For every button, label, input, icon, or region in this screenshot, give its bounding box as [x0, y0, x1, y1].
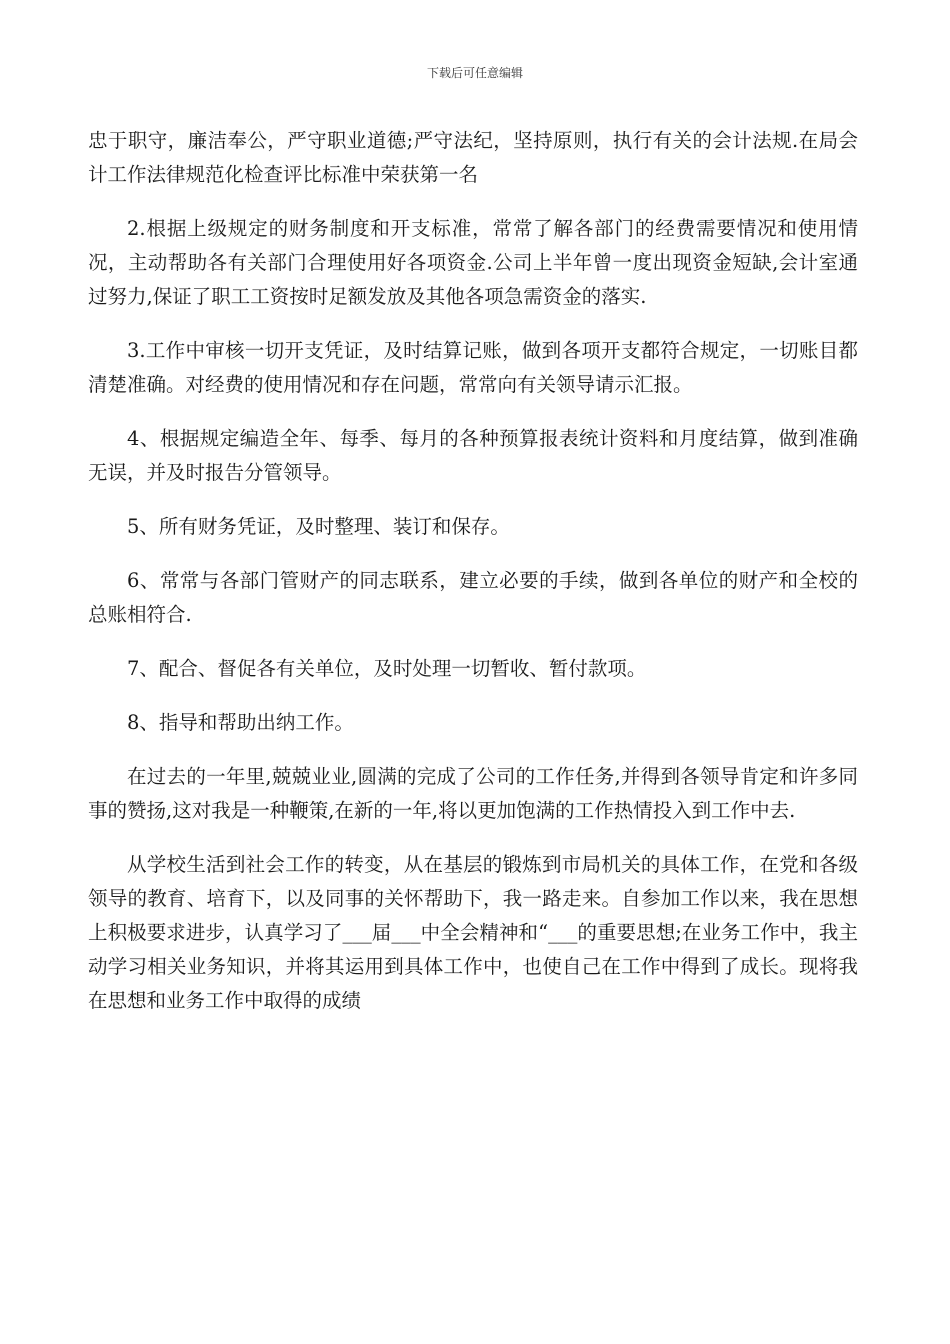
paragraph-8: 8、指导和帮助出纳工作。 — [127, 711, 354, 734]
paragraph-1: 忠于职守，廉洁奉公，严守职业道德;严守法纪，坚持原则，执行有关的会计法规.在局会计工作法律规范化检查评比标准中荣获第一名 — [88, 129, 858, 186]
page-header-note: 下载后可任意编辑 — [426, 66, 523, 80]
paragraph-7: 7、配合、督促各有关单位，及时处理一切暂收、暂付款项。 — [127, 657, 647, 680]
paragraph-5: 5、所有财务凭证，及时整理、装订和保存。 — [127, 515, 510, 538]
paragraph-3: 3.工作中审核一切开支凭证，及时结算记账，做到各项开支都符合规定，一切账目都清楚准确。对经费的使用情况和存在问题，常常向有关领导请示汇报。 — [88, 339, 858, 396]
paragraph-2: 2.根据上级规定的财务制度和开支标准，常常了解各部门的经费需要情况和使用情况，主动帮助各有关部门合理使用好各项资金.公司上半年曾一度出现资金短缺,会计室通过努力,保证了职工工资按时足额发放及其他各项急需资金的落实. — [88, 217, 858, 308]
paragraph-4: 4、根据规定编造全年、每季、每月的各种预算报表统计资料和月度结算，做到准确无误，并及时报告分管领导。 — [88, 427, 858, 484]
document-body — [88, 124, 858, 1038]
paragraph-10: 从学校生活到社会工作的转变，从在基层的锻炼到市局机关的具体工作，在党和各级领导的教育、培育下，以及同事的关怀帮助下，我一路走来。自参加工作以来，我在思想上积极要求进步，认真学习了___届___中全会精神和“___的重要思想;在业务工作中，我主动学习相关业务知识，并将其运用到具体工作中，也使自己在工作中得到了成长。现将我在思想和业务工作中取得的成绩 — [88, 853, 858, 1012]
paragraph-6: 6、常常与各部门管财产的同志联系，建立必要的手续，做到各单位的财产和全校的总账相符合. — [88, 569, 858, 626]
paragraph-9: 在过去的一年里,兢兢业业,圆满的完成了公司的工作任务,并得到各领导肯定和许多同事的赞扬,这对我是一种鞭策,在新的一年,将以更加饱满的工作热情投入到工作中去. — [88, 765, 858, 822]
